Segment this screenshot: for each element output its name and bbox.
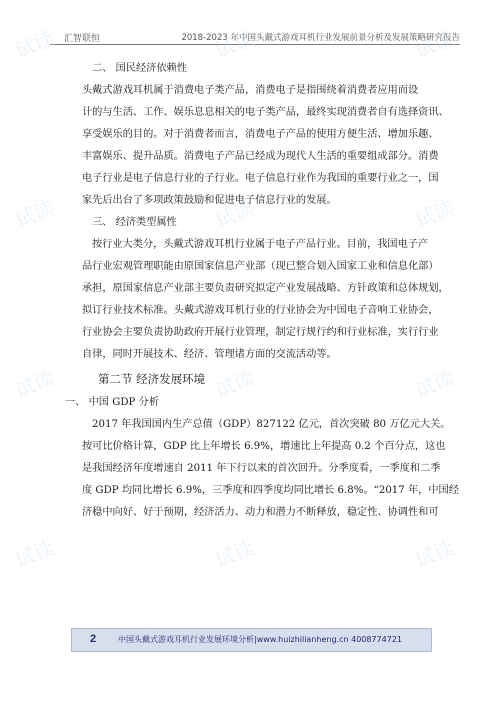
paragraph-line: 品行业宏观管理职能由原国家信息产业部（现已整合划入国家工业和信息化部） bbox=[82, 261, 439, 272]
paragraph-line: 是我国经济年度增速自 2011 年下行以来的首次回升。分季度看，一季度和二季 bbox=[82, 463, 441, 474]
paragraph-line: 头戴式游戏耳机属于消费电子类产品，消费电子是指围绕着消费者应用而设 bbox=[82, 85, 419, 96]
section-heading: 一、 中国 GDP 分析 bbox=[65, 397, 159, 408]
page-number: 2 bbox=[90, 633, 97, 645]
watermark: 试读 bbox=[211, 535, 258, 573]
paragraph-line: 计的与生活、工作、娱乐息息相关的电子类产品，最终实现消费者自有选择资讯、 bbox=[82, 107, 449, 118]
watermark: 试读 bbox=[11, 535, 58, 573]
brand-name: 汇智联恒 bbox=[64, 34, 101, 44]
page-header bbox=[50, 24, 460, 45]
paragraph-line: 丰富娱乐、提升品质。消费电子产品已经成为现代人生活的重要组成部分。消费 bbox=[82, 151, 439, 162]
paragraph-line: 行业协会主要负责协助政府开展行业管理，制定行规行约和行业标准，实行行业 bbox=[82, 327, 439, 338]
watermark: 试读 bbox=[411, 195, 458, 233]
paragraph-line: 按可比价格计算，GDP 比上年增长 6.9%，增速比上年提高 0.2 个百分点，这也 bbox=[82, 441, 446, 452]
watermark: 试读 bbox=[11, 195, 58, 233]
watermark: 试读 bbox=[411, 535, 458, 573]
paragraph-line: 济稳中向好、好于预期，经济活力、动力和潜力不断释放，稳定性、协调性和可 bbox=[82, 507, 439, 518]
paragraph-line: 家先后出台了多项政策鼓励和促进电子信息行业的发展。 bbox=[82, 195, 337, 206]
page-footer bbox=[71, 628, 432, 652]
paragraph-line: 承担，原国家信息产业部主要负责研究拟定产业发展战略、方针政策和总体规划， bbox=[82, 283, 449, 294]
paragraph-line: 2017 年我国国内生产总值（GDP）827122 亿元，首次突破 80 万亿元大关。 bbox=[92, 419, 451, 430]
watermark: 试读 bbox=[211, 195, 258, 233]
chapter-heading: 第二节 经济发展环境 bbox=[98, 372, 206, 386]
report-title: 2018-2023 年中国头戴式游戏耳机行业发展前景分析及发展策略研究报告 bbox=[181, 33, 460, 43]
paragraph-line: 自律，同时开展技术、经济、管理诸方面的交流活动等。 bbox=[82, 349, 337, 360]
paragraph-line: 度 GDP 均同比增长 6.9%，三季度和四季度均同比增长 6.8%。“2017 年，中国经 bbox=[82, 485, 459, 496]
watermark: 试读 bbox=[11, 25, 58, 63]
watermark: 试读 bbox=[11, 365, 58, 403]
watermark: 试读 bbox=[211, 365, 258, 403]
section-heading: 二、 国民经济依赖性 bbox=[92, 63, 187, 74]
paragraph-line: 按行业大类分，头戴式游戏耳机行业属于电子产品行业。目前，我国电子产 bbox=[92, 239, 429, 250]
paragraph-line: 拟订行业技术标准。头戴式游戏耳机行业的行业协会为中国电子音响工业协会， bbox=[82, 305, 439, 316]
section-heading: 三、 经济类型属性 bbox=[92, 217, 177, 228]
watermark: 试读 bbox=[211, 25, 258, 63]
watermark: 试读 bbox=[411, 365, 458, 403]
paragraph-line: 享受娱乐的目的。对于消费者而言，消费电子产品的使用方便生活、增加乐趣、 bbox=[82, 129, 439, 140]
paragraph-line: 电子行业是电子信息行业的子行业。电子信息行业作为我国的重要行业之一，国 bbox=[82, 173, 439, 184]
watermark: 试读 bbox=[411, 25, 458, 63]
footer-text: 中国头戴式游戏耳机行业发展环境分析|www.huizhilianheng.cn 4008774721 bbox=[118, 635, 402, 644]
